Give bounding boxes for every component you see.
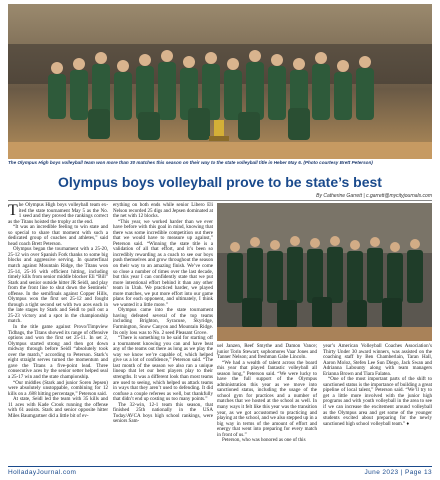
- paragraph: At state, Seidl led the team with 35 kills and 11 aces with Kade Crook running the offense with 61 assists. Stark and senior opposite hitter Miles Baumgartner did a little bit of ev-: [8, 396, 108, 419]
- paragraph: Peterson, who was honored as one of this: [222, 437, 306, 444]
- paragraph: In the title game against Provo/Timpview Tidbags, the Titans showed its range of offensive options and won the first set 25-11. In set 2, Olympus started strong and then got down midway through before Seidl “absolutely took over the match,” according to Peterson. Stark’s eight straight serves turned the momentum and gave the Titans a five-point lead. Three consecutive aces by the senior setter helped seal a 25-17 win and the state championship.: [8, 324, 108, 380]
- article-column-1: [8, 203, 108, 419]
- footer-divider: [8, 466, 432, 467]
- byline-divider: [8, 200, 432, 201]
- article-column-2: [113, 203, 213, 425]
- paragraph: “One of the most important parts of the shift to sanctioned status is the importance of building a great pipeline of local talent,” Peterson said. “We’ll try to get a little more involved with the junior high programs and with youth volleyball in the area to see if we can increase the excitement around volleyball as the Olympus area and get some of the younger students excited about preparing for the newly sanctioned high school volleyball team.” ♦: [323, 376, 432, 427]
- team-photo-top: [8, 4, 432, 159]
- paragraph: The Olympus High boys volleyball team ex-ited the state tournament May 5 as the No. 1 seed and they proved the rankings correct as the Titans hoisted the trophy at the end.: [8, 202, 108, 225]
- team-photo-second-illustration: [217, 203, 432, 341]
- paragraph: uel Janzen, Reef Smythe and Damon Vance; junior Torin Stewart; sophomores Vaar Jones and Tanner Nelson; and freshman Gabe Lincoln.: [217, 343, 317, 361]
- team-photo-illustration: [8, 4, 432, 159]
- paragraph: year’s American Volleyball Coaches Association’s Thirty Under 30 award winners, was assisted on the coaching staff by Ben Chamberlain, Taran Hall, Aaron Moloz, Stefen Lee Sun Diego, Jack Swan and Adrianna Labounty along with team managers Erianna Brown and Tiara Falatea.: [323, 343, 432, 377]
- article-column-4: [323, 344, 432, 427]
- paragraph: “This year, we worked harder than we ever have before with this goal in mind, knowing that there was some incredible competition out there that we would have to measure up against,” Peterson said. “Winning the state title is a validation of all that effort, and it’s been so incredibly rewarding as a coach to see our boys push themselves and grow throughout the season on their way to an amazing finish. We’ve come so close a number of times over the last decade, but this year I can confidently state that we put more intentional effort behind it than any other team in Utah. We practiced harder, we played more matches, we put more effort into our game plans for each opponent, and ultimately, I think we wanted it a little more.”: [113, 218, 213, 308]
- article-headline: Olympus boys volleyball prove to be state’s best: [58, 174, 382, 190]
- photo-caption-top: The Olympus High boys volleyball team won more than 30 matches this season on their way to the state volleyball title in Heber May 6. (Photo courtesy Brett Peterson): [8, 160, 373, 165]
- paragraph: Olympus came into the state tournament having defeated several of the top teams including Brighton, Syracuse, Skyridge, Farmington, Snow Canyon and Mountain Ridge. Its only loss was to No. 2 seed Pleasant Grove.: [113, 307, 213, 336]
- paragraph: “It was an incredible feeling to win state and so special to share that moment with such a dedicated group of coaches and athletes,” said head coach Brett Peterson.: [8, 224, 108, 247]
- paragraph: “There is something to be said for starting off a tournament knowing you can and have beat any of the teams out there as long as we play the way we know we’re capable of, which helped give us a lot of confidence,” Peterson said. “The last month of the season we also ran a unique lineup that let our best players play to their strengths. It was a different look than most teams are used to seeing, which helped us attack teams in ways that they aren’t used to defending. It did confuse a couple referees as well, but thankfully that didn’t end up costing us too many points.”: [113, 335, 213, 403]
- paragraph: “Our middles (Stark and junior Soren Jepsen) were absolutely unstoppable, combining for 12 kills on a .688 hitting percentage,” Peterson said.: [8, 379, 108, 397]
- paragraph: erything on both ends while senior Libero Eli Nelson recorded 25 digs and Jepsen dominated at the net with 12 blocks.: [113, 202, 213, 220]
- drop-cap: T: [8, 202, 18, 219]
- paragraph: The 32-win, 12-1 team this season, that finished 25th nationally in the USA Today/AVCA boys high school rankings, were seniors Sam-: [113, 401, 213, 425]
- team-photo-second: [217, 203, 432, 341]
- footer-page-info: June 2023 | Page 13: [364, 469, 432, 476]
- article-byline: By Catherine Garrett | c.garrett@mycityjournals.com: [316, 193, 432, 199]
- paragraph: “We had a wealth of talent across the board this year that played fantastic volleyball all season long,” Peterson said. “We were lucky to have the full support of the Olympus administration this year as we move into sanctioned status, including the usage of the school gym for practices and a number of matches that we hosted at the school as well. In many ways it felt like this year was the transition year, as we got accustomed to practicing and playing at the school, and we also stepped up in a big way in terms of the amount of effort and energy that went into preparing for every match in front of us.”: [217, 359, 317, 438]
- paragraph: Olympus began the tournament with a 25-20, 25-12 win over Spanish Fork thanks to some big blocks and aggressive serving. In quarterfinal match against Mountain Ridge, the Titans won 25-14, 25-16 with efficient hitting, including timely kills from senior middle blocker Eli “Bill” Stark and senior outside hitter JR Seidl, and play from the front line to shut down the Sentinels’ offense. In the semifinals against Copper Hills, Olympus won the first set 25-12 and fought through a tight second set with two aces each in the late stages by Stark and Seidl to pull out a 25-23 victory and a spot in the championship match.: [8, 246, 108, 325]
- footer-site-name[interactable]: HolladayJournal.com: [8, 469, 77, 476]
- article-column-3: [217, 344, 317, 444]
